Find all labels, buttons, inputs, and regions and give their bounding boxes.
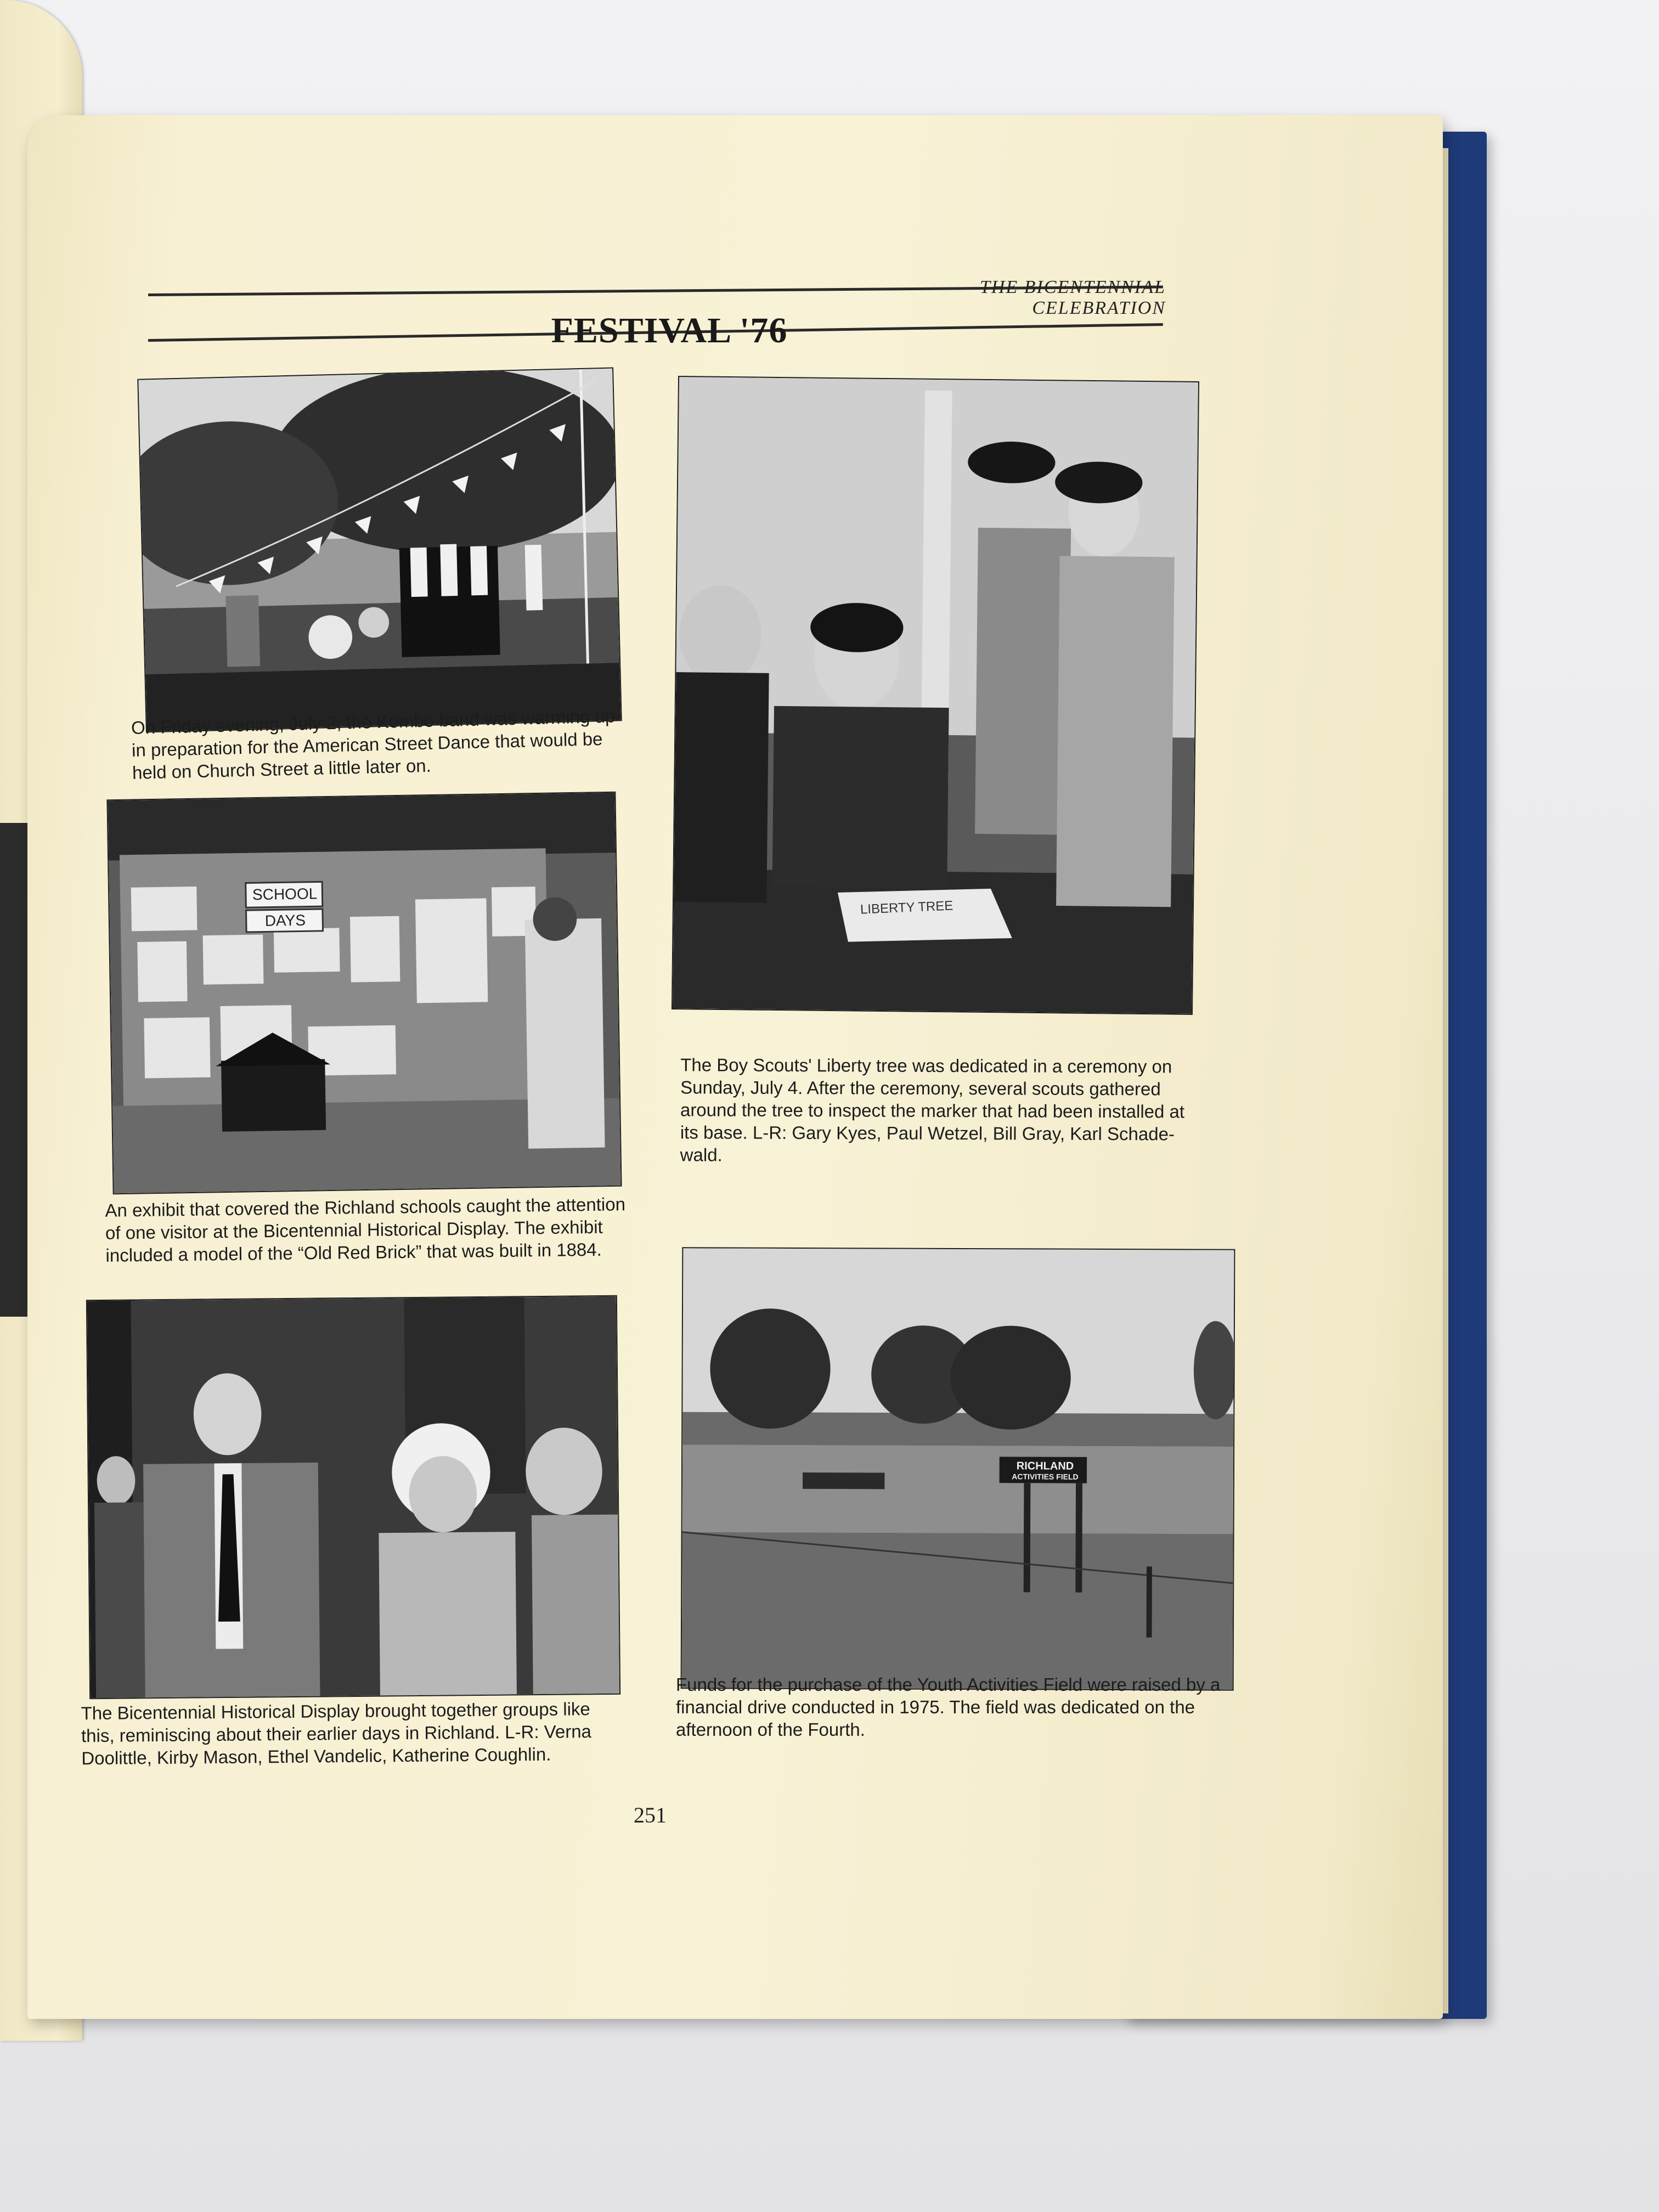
- boy-scouts-photo: [672, 376, 1199, 1015]
- school-exhibit-caption: An exhibit that covered the Richland schools caught the attention of one visitor at the Bicentennial Historical Display. The exhibit included a model of the “Old Red Brick” that was built in 1884.: [105, 1194, 626, 1266]
- richland-sign-line1: RICHLAND: [1016, 1460, 1074, 1472]
- page-number: 251: [634, 1803, 667, 1827]
- boy-scouts-caption: The Boy Scouts' Liberty tree was dedicated in a ceremony on Sunday, July 4. After the ceremony, several scouts gathered around the tree to inspect the marker that had been installed at its base. L-R: Gary Kyes, Paul Wetzel, Bill Gray, Karl Schade-wald.: [680, 1054, 1185, 1165]
- activities-field-caption: Funds for the purchase of the Youth Activities Field were raised by a financial drive conducted in 1975. The field was dedicated on the afternoon of the Fourth.: [676, 1674, 1221, 1740]
- historical-group-photo: [86, 1295, 620, 1699]
- historical-group-caption: The Bicentennial Historical Display brought together groups like this, reminiscing about their earlier days in Richland. L-R: Verna Doolittle, Kirby Mason, Ethel Vandelic, Katherine Coughlin.: [81, 1699, 592, 1769]
- kombo-band-photo: [137, 367, 622, 732]
- school-sign-line1: SCHOOL: [252, 885, 318, 904]
- activities-field-photo: [681, 1247, 1235, 1691]
- richland-sign-line2: ACTIVITIES FIELD: [1012, 1472, 1079, 1481]
- school-exhibit-photo: [106, 792, 622, 1194]
- school-sign-line2: DAYS: [264, 911, 306, 929]
- kombo-band-caption: On Friday evening, July 2, the Kombo band was warming up in preparation for the American Street Dance that would be held on Church Street a little later on.: [131, 706, 616, 783]
- running-head: THE BICENTENNIAL CELEBRATION: [980, 277, 1166, 318]
- page-title: FESTIVAL '76: [551, 311, 788, 351]
- liberty-marker-text: LIBERTY TREE: [860, 898, 953, 917]
